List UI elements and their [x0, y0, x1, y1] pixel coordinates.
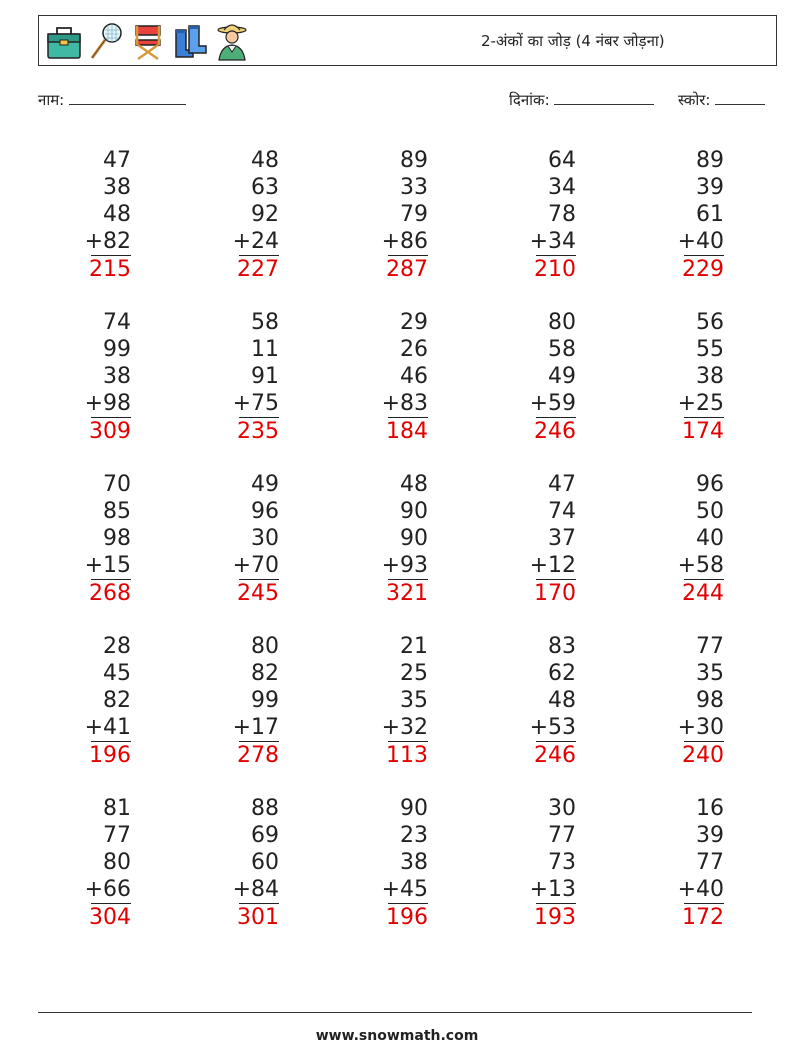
- addend: 50: [696, 499, 724, 524]
- answer: 309: [89, 419, 131, 444]
- addend: 80: [548, 310, 576, 335]
- addition-problem: [51, 795, 131, 931]
- addend: 79: [400, 202, 428, 227]
- addend: 56: [696, 310, 724, 335]
- addend: 35: [400, 688, 428, 713]
- addend: 60: [251, 850, 279, 875]
- addend: 38: [103, 364, 131, 389]
- addend-with-plus: +66: [84, 877, 131, 902]
- addend: 62: [548, 661, 576, 686]
- addend: 64: [548, 148, 576, 173]
- footer-url: www.snowmath.com: [315, 1028, 479, 1044]
- answer: 215: [89, 257, 131, 282]
- addend: 58: [251, 310, 279, 335]
- addition-problem: [199, 471, 279, 607]
- answer: 170: [534, 581, 576, 606]
- addend: 49: [548, 364, 576, 389]
- addend-with-plus: +41: [84, 715, 131, 740]
- answer: 240: [682, 743, 724, 768]
- addition-problem: [348, 471, 428, 607]
- addend: 38: [103, 175, 131, 200]
- addend: 77: [548, 823, 576, 848]
- addend: 82: [251, 661, 279, 686]
- addition-problem: [199, 147, 279, 283]
- addend-with-plus: +53: [529, 715, 576, 740]
- addend-with-plus: +75: [232, 391, 279, 416]
- answer: 321: [386, 581, 428, 606]
- addend: 78: [548, 202, 576, 227]
- answer: 196: [89, 743, 131, 768]
- addend: 40: [696, 526, 724, 551]
- addend-with-plus: +13: [529, 877, 576, 902]
- answer: 172: [682, 905, 724, 930]
- addend: 63: [251, 175, 279, 200]
- answer: 287: [386, 257, 428, 282]
- addition-problem: [644, 471, 724, 607]
- addend: 74: [103, 310, 131, 335]
- addend: 58: [548, 337, 576, 362]
- addend: 96: [696, 472, 724, 497]
- addend: 98: [103, 526, 131, 551]
- name-label: नाम:: [38, 91, 65, 109]
- addend: 77: [103, 823, 131, 848]
- addition-problem: [496, 633, 576, 769]
- addend-with-plus: +24: [232, 229, 279, 254]
- addend: 90: [400, 796, 428, 821]
- addend: 85: [103, 499, 131, 524]
- addend: 35: [696, 661, 724, 686]
- addition-problem: [496, 471, 576, 607]
- addition-problem: [644, 633, 724, 769]
- addend: 90: [400, 499, 428, 524]
- addition-problem: [199, 795, 279, 931]
- addend: 48: [251, 148, 279, 173]
- addend-with-plus: +40: [677, 229, 724, 254]
- answer: 244: [682, 581, 724, 606]
- addition-problem: [496, 309, 576, 445]
- answer: 268: [89, 581, 131, 606]
- addend-with-plus: +86: [381, 229, 428, 254]
- addend: 90: [400, 526, 428, 551]
- answer: 196: [386, 905, 428, 930]
- addend: 37: [548, 526, 576, 551]
- addend: 16: [696, 796, 724, 821]
- answer: 229: [682, 257, 724, 282]
- addend: 55: [696, 337, 724, 362]
- addend: 33: [400, 175, 428, 200]
- addend: 34: [548, 175, 576, 200]
- answer: 235: [237, 419, 279, 444]
- addend: 96: [251, 499, 279, 524]
- addition-problem: [51, 147, 131, 283]
- addition-problem: [644, 309, 724, 445]
- addition-problem: [51, 471, 131, 607]
- addend: 29: [400, 310, 428, 335]
- answer: 210: [534, 257, 576, 282]
- addend: 49: [251, 472, 279, 497]
- answer: 113: [386, 743, 428, 768]
- addend: 77: [696, 850, 724, 875]
- addend: 81: [103, 796, 131, 821]
- addition-problem: [644, 147, 724, 283]
- score-label: स्कोर:: [677, 91, 711, 109]
- addend: 48: [103, 202, 131, 227]
- addend-with-plus: +84: [232, 877, 279, 902]
- addend: 98: [696, 688, 724, 713]
- answer: 245: [237, 581, 279, 606]
- addend-with-plus: +25: [677, 391, 724, 416]
- addend-with-plus: +17: [232, 715, 279, 740]
- addend: 39: [696, 823, 724, 848]
- addend: 77: [696, 634, 724, 659]
- addend: 89: [696, 148, 724, 173]
- addition-problem: [199, 309, 279, 445]
- addend-with-plus: +59: [529, 391, 576, 416]
- addend: 82: [103, 688, 131, 713]
- addend-with-plus: +34: [529, 229, 576, 254]
- addend: 39: [696, 175, 724, 200]
- addend: 28: [103, 634, 131, 659]
- answer: 174: [682, 419, 724, 444]
- answer: 227: [237, 257, 279, 282]
- addend: 25: [400, 661, 428, 686]
- addend: 70: [103, 472, 131, 497]
- addend-with-plus: +58: [677, 553, 724, 578]
- addition-problem: [348, 147, 428, 283]
- addend: 46: [400, 364, 428, 389]
- addition-problem: [199, 633, 279, 769]
- addend: 99: [103, 337, 131, 362]
- addend: 88: [251, 796, 279, 821]
- footer-divider: [38, 1012, 752, 1013]
- addend: 73: [548, 850, 576, 875]
- addition-problem: [496, 795, 576, 931]
- addend-with-plus: +40: [677, 877, 724, 902]
- addend: 91: [251, 364, 279, 389]
- answer: 193: [534, 905, 576, 930]
- answer: 246: [534, 743, 576, 768]
- addend: 69: [251, 823, 279, 848]
- addend: 38: [696, 364, 724, 389]
- addend-with-plus: +30: [677, 715, 724, 740]
- addend-with-plus: +45: [381, 877, 428, 902]
- answer: 246: [534, 419, 576, 444]
- addend: 83: [548, 634, 576, 659]
- addition-problem: [348, 309, 428, 445]
- worksheet-title: 2-अंकों का जोड़ (4 नंबर जोड़ना): [481, 32, 665, 50]
- addend: 48: [400, 472, 428, 497]
- addend: 30: [548, 796, 576, 821]
- addition-problem: [51, 309, 131, 445]
- answer: 184: [386, 419, 428, 444]
- addend-with-plus: +98: [84, 391, 131, 416]
- answer: 278: [237, 743, 279, 768]
- addend: 26: [400, 337, 428, 362]
- addition-problem: [51, 633, 131, 769]
- addend: 30: [251, 526, 279, 551]
- addend-with-plus: +83: [381, 391, 428, 416]
- addend-with-plus: +12: [529, 553, 576, 578]
- addend: 61: [696, 202, 724, 227]
- addition-problem: [496, 147, 576, 283]
- addend-with-plus: +93: [381, 553, 428, 578]
- addend: 74: [548, 499, 576, 524]
- addend: 80: [251, 634, 279, 659]
- answer: 304: [89, 905, 131, 930]
- addend: 47: [548, 472, 576, 497]
- addend: 38: [400, 850, 428, 875]
- addend: 92: [251, 202, 279, 227]
- addend-with-plus: +70: [232, 553, 279, 578]
- addend: 89: [400, 148, 428, 173]
- addend: 21: [400, 634, 428, 659]
- addition-problem: [348, 795, 428, 931]
- addend: 48: [548, 688, 576, 713]
- addend: 99: [251, 688, 279, 713]
- addend-with-plus: +32: [381, 715, 428, 740]
- addend: 80: [103, 850, 131, 875]
- addend: 23: [400, 823, 428, 848]
- addend-with-plus: +15: [84, 553, 131, 578]
- answer: 301: [237, 905, 279, 930]
- addend: 47: [103, 148, 131, 173]
- addend: 45: [103, 661, 131, 686]
- addend-with-plus: +82: [84, 229, 131, 254]
- date-label: दिनांक:: [509, 91, 550, 109]
- addition-problem: [644, 795, 724, 931]
- addition-problem: [348, 633, 428, 769]
- addend: 11: [251, 337, 279, 362]
